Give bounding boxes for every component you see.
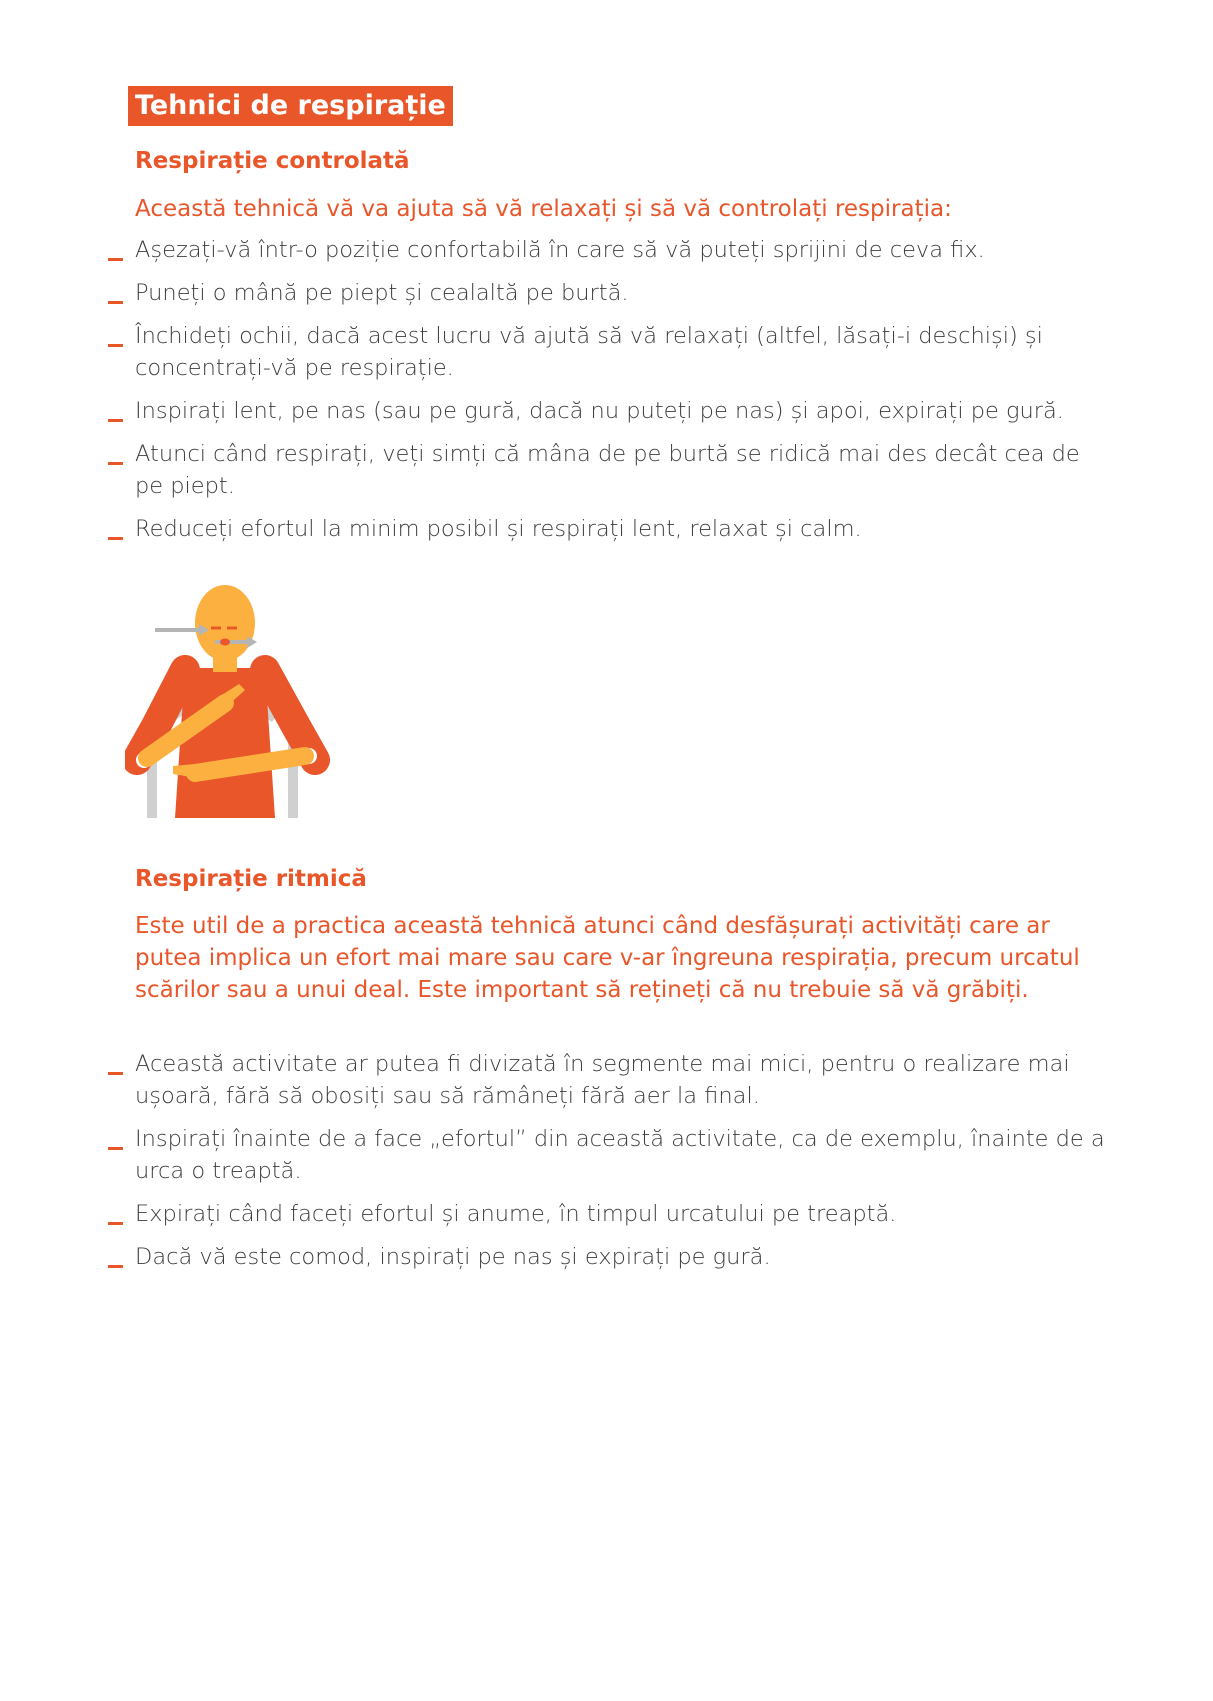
list-item: Închideți ochii, dacă acest lucru vă ajută să vă relaxați (altfel, lăsați-i deschiși) și concentrați-vă pe respirație.: [135, 320, 1110, 384]
head: [195, 585, 255, 661]
section-heading-rhythmic-breathing: Respirație ritmică: [135, 866, 367, 892]
list-item: Reduceți efortul la minim posibil și respirați lent, relaxat și calm.: [135, 513, 1110, 545]
page-title: Tehnici de respirație: [128, 86, 453, 126]
section-heading-controlled-breathing: Respirație controlată: [135, 148, 410, 174]
list-item: Puneți o mână pe piept și cealaltă pe burtă.: [135, 277, 1110, 309]
list-item: Inspirați lent, pe nas (sau pe gură, dacă nu puteți pe nas) și apoi, expirați pe gură.: [135, 395, 1110, 427]
list-item: Așezați-vă într-o poziție confortabilă în care să vă puteți sprijini de ceva fix.: [135, 234, 1110, 266]
bullet-list-controlled-breathing: [135, 234, 1110, 556]
list-item: Atunci când respirați, veți simți că mâna de pe burtă se ridică mai des decât cea de pe piept.: [135, 438, 1110, 502]
section-intro-rhythmic-breathing: Este util de a practica această tehnică atunci când desfășurați activități care ar putea implica un efort mai mare sau care v-ar îngreuna respirația, precum urcatul scărilor sau a unui deal. Este important să rețineți că nu trebuie să vă grăbiți.: [135, 913, 1080, 1003]
breathing-person-illustration: [125, 578, 355, 818]
mouth: [220, 639, 230, 646]
title-banner: [128, 86, 453, 126]
section-intro-controlled-breathing: Această tehnică vă va ajuta să vă relaxați și să vă controlați respirația:: [135, 196, 952, 222]
list-item: Expirați când faceți efortul și anume, în timpul urcatului pe treaptă.: [135, 1198, 1110, 1230]
hand-on-belly: [173, 764, 197, 778]
list-item: Această activitate ar putea fi divizată în segmente mai mici, pentru o realizare mai ușoară, fără să obosiți sau să rămâneți fără aer la final.: [135, 1048, 1110, 1112]
list-item: Dacă vă este comod, inspirați pe nas și expirați pe gură.: [135, 1241, 1110, 1273]
bullet-list-rhythmic-breathing: [135, 1048, 1110, 1284]
list-item: Inspirați înainte de a face „efortul” din această activitate, ca de exemplu, înainte de a urca o treaptă.: [135, 1123, 1110, 1187]
